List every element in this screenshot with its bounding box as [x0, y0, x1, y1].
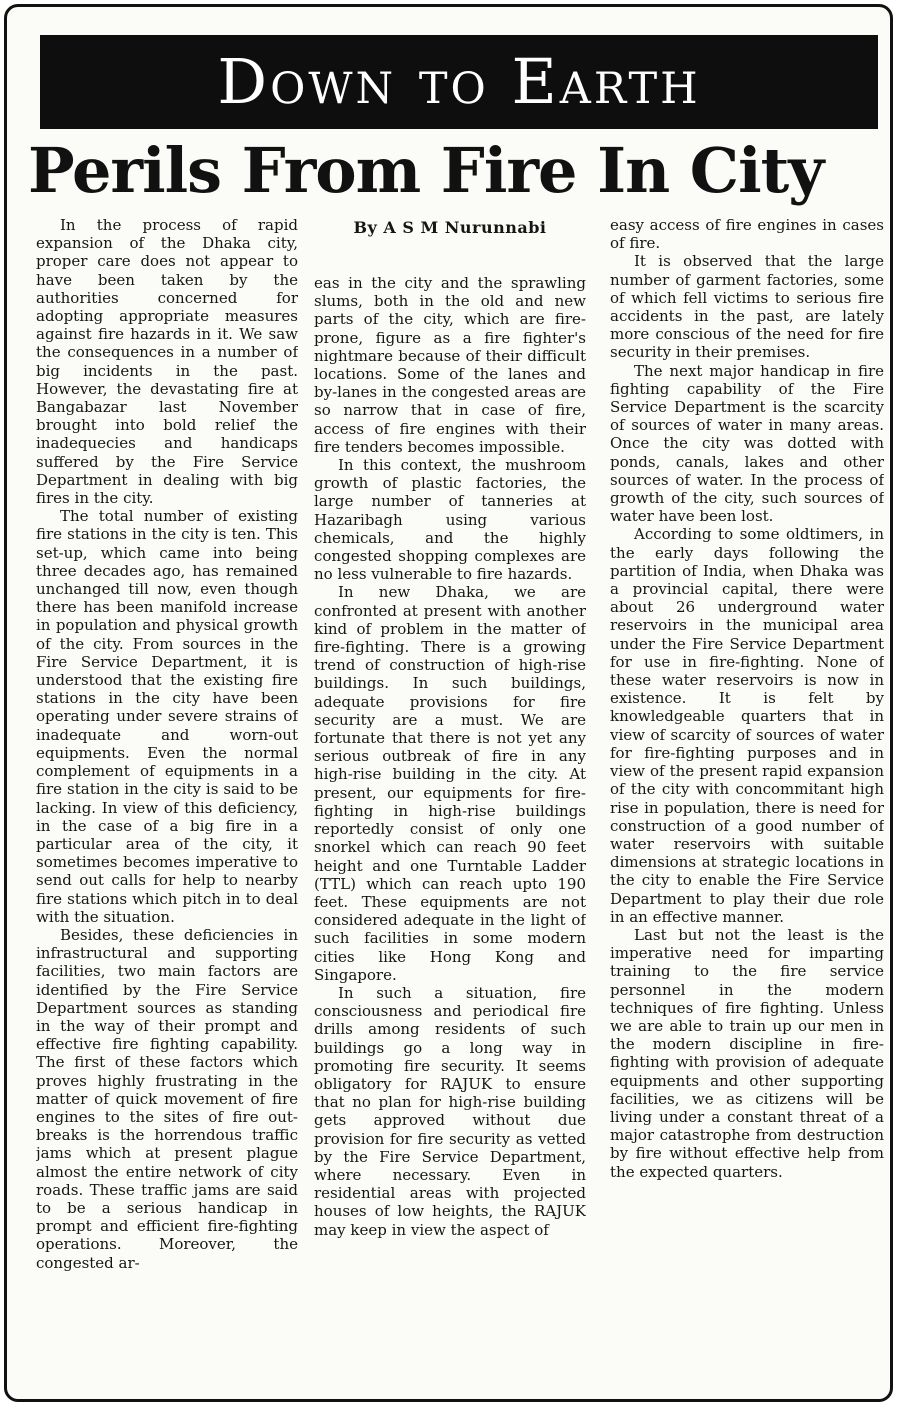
paragraph: It is observed that the large number of garment factories, some of which fell victims to serious fire accidents in the past, are lately more conscious of the need for fire security in their premises.	[610, 252, 884, 362]
paragraph: In the process of rapid expansion of the Dhaka city, proper care does not appear to have been taken by the authorities concerned for adopting appropriate measures against fire hazards in it. We saw the consequences in a number of big incidents in the past. However, the devastating fire at Bangabazar last November brought into bold relief the inadequecies and handicaps suffered by the Fire Service Department in dealing with big fires in the city.	[36, 216, 298, 508]
paragraph: eas in the city and the sprawling slums, both in the old and new parts of the city, which are fire-prone, figure as a fire fighter's nightmare because of their difficult locations. Some of the lanes and by-lanes in the congested areas are so narrow that in case of fire, access of fire engines with their fire tenders becomes impossible.	[314, 274, 586, 456]
paragraph: Last but not the least is the imperative need for imparting training to the fire service personnel in the modern techniques of fire fighting. Unless we are able to train up our men in the modern discipline in fire-fighting with provision of adequate equipments and other supporting facilities, we as citizens will be living under a constant threat of a major catastrophe from destruction by fire without effective help from the expected quarters.	[610, 925, 884, 1181]
paragraph: The total number of existing fire stations in the city is ten. This set-up, which came into being three decades ago, has remained unchanged till now, even though there has been manifold increase in population and physical growth of the city. From sources in the Fire Service Department, it is understood that the existing fire stations in the city have been operating under severe strains of inadequate and worn-out equipments. Even the normal complement of equipments in a fire station in the city is said to be lacking. In view of this deficiency, in the case of a big fire in a particular area of the city, it sometimes becomes imperative to send out calls for help to nearby fire stations which pitch in to deal with the situation.	[36, 507, 298, 926]
article-column-1	[36, 216, 298, 1396]
byline: By A S M Nurunnabi	[353, 218, 547, 237]
paragraph: In this context, the mushroom growth of plastic factories, the large number of tanneries at Hazaribagh using various chemicals, and the highly congested shopping complexes are no less vulnerable to fire hazards.	[314, 456, 586, 584]
article-column-3	[610, 216, 884, 1396]
section-banner: Down to Earth	[40, 35, 878, 129]
paragraph: According to some oldtimers, in the early days following the partition of India, when Dhaka was a provincial capital, there were about 26 underground water reservoirs in the municipal area under the Fire Service Department for use in fire-fighting. None of these water reservoirs is now in existence. It is felt by knowledgeable quarters that in view of scarcity of sources of water for fire-fighting purposes and in view of the present rapid expansion of the city with concommitant high rise in population, there is need for construction of a good number of water reservoirs with suitable dimensions at strategic locations in the city to enable the Fire Service Department to play their due role in an effective manner.	[610, 525, 884, 926]
paragraph: In new Dhaka, we are confronted at present with another kind of problem in the matter of fire-fighting. There is a growing trend of construction of high-rise buildings. In such buildings, adequate provisions for fire security are a must. We are fortunate that there is not yet any serious outbreak of fire in any high-rise building in the city. At present, our equipments for fire-fighting in high-rise buildings reportedly consist of only one snorkel which can reach 90 feet height and one Turntable Ladder (TTL) which can reach upto 190 feet. These equipments are not considered adequate in the light of such facilities in some modern cities like Hong Kong and Singapore.	[314, 583, 586, 984]
paragraph: The next major handicap in fire fighting capability of the Fire Service Department is the scarcity of sources of water in many areas. Once the city was dotted with ponds, canals, lakes and other sources of water. In the process of growth of the city, such sources of water have been lost.	[610, 361, 884, 526]
paragraph: Besides, these deficiencies in infrastructural and supporting facilities, two main factors are identified by the Fire Service Department sources as standing in the way of their prompt and effective fire fighting capability. The first of these factors which proves highly frustrating in the matter of quick movement of fire engines to the sites of fire out-breaks is the horrendous traffic jams which at present plague almost the entire network of city roads. These traffic jams are said to be a serious handicap in prompt and efficient fire-fighting operations. Moreover, the congested ar-	[36, 925, 298, 1272]
paragraph: In such a situation, fire consciousness and periodical fire drills among residents of such buildings go a long way in promoting fire security. It seems obligatory for RAJUK to ensure that no plan for high-rise building gets approved without due provision for fire security as vetted by the Fire Service Department, where necessary. Even in residential areas with projected houses of low heights, the RAJUK may keep in view the aspect of	[314, 983, 586, 1239]
article-column-2	[314, 216, 586, 1396]
paragraph: easy access of fire engines in cases of fire.	[610, 216, 884, 253]
headline: Perils From Fire In City	[28, 134, 824, 207]
